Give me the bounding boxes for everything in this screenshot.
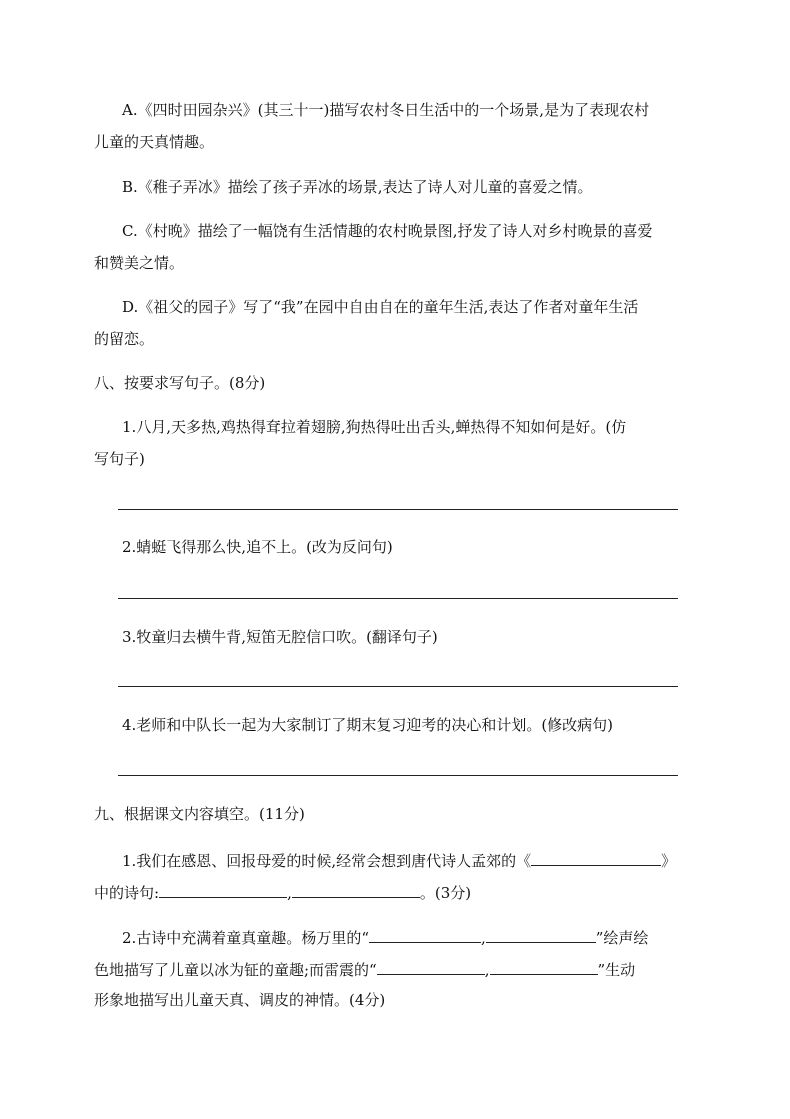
section-9-q2-line-1	[122, 926, 648, 946]
answer-line-q3[interactable]	[118, 686, 678, 687]
option-d-line-2: 的留恋。	[94, 330, 155, 348]
section-9-heading: 九、根据课文内容填空。(11分)	[94, 805, 305, 823]
section-9-q2-text-2: ”绘声绘	[595, 929, 649, 947]
answer-line-q4[interactable]	[118, 775, 678, 776]
section-9-q2-line-2	[94, 958, 635, 978]
poem-line-blank-1[interactable]	[159, 881, 287, 898]
option-c-line-1: C.《村晚》描绘了一幅饶有生活情趣的农村晚景图,抒发了诗人对乡村晚景的喜爱	[122, 222, 653, 240]
poem-title-blank[interactable]	[531, 849, 661, 866]
section-8-q1-line-2: 写句子)	[94, 450, 145, 468]
section-8-q3: 3.牧童归去横牛背,短笛无腔信口吹。(翻译句子)	[122, 628, 438, 646]
section-8-q4: 4.老师和中队长一起为大家制订了期末复习迎考的决心和计划。(修改病句)	[122, 716, 614, 734]
option-c-line-2: 和赞美之情。	[94, 254, 185, 272]
section-9-q1-points: 。(3分)	[419, 884, 472, 902]
section-9-q1-close-bracket: 》	[661, 852, 677, 870]
lei-zhen-blank-1[interactable]	[377, 958, 485, 975]
yang-wanli-blank-1[interactable]	[369, 926, 481, 943]
section-9-q1-text: 1.我们在感恩、回报母爱的时候,经常会想到唐代诗人孟郊的《	[122, 852, 532, 870]
section-9-q2-separator-2: ,	[484, 961, 490, 979]
yang-wanli-blank-2[interactable]	[486, 926, 596, 943]
section-9-q2-text-4: ”生动	[597, 961, 636, 979]
section-9-q2-separator-1: ,	[480, 929, 486, 947]
poem-line-blank-2[interactable]	[292, 881, 420, 898]
section-8-q2: 2.蜻蜓飞得那么快,追不上。(改为反问句)	[122, 538, 393, 556]
answer-line-q2[interactable]	[118, 598, 678, 599]
lei-zhen-blank-2[interactable]	[490, 958, 598, 975]
section-9-q2-text: 2.古诗中充满着童真童趣。杨万里的“	[122, 929, 369, 947]
section-9-q1-lead: 中的诗句:	[94, 884, 160, 902]
answer-line-q1[interactable]	[118, 509, 678, 510]
section-9-q1-separator: ,	[287, 884, 292, 902]
option-b-line-1: B.《稚子弄冰》描绘了孩子弄冰的场景,表达了诗人对儿童的喜爱之情。	[122, 178, 593, 196]
section-8-heading: 八、按要求写句子。(8分)	[94, 374, 266, 392]
section-8-q1-line-1: 1.八月,天多热,鸡热得耷拉着翅膀,狗热得吐出舌头,蝉热得不知如何是好。(仿	[122, 418, 627, 436]
section-9-q2-text-3: 色地描写了儿童以冰为钲的童趣;而雷震的“	[94, 961, 377, 979]
option-a-line-1: A.《四时田园杂兴》(其三十一)描写农村冬日生活中的一个场景,是为了表现农村	[122, 101, 650, 119]
section-9-q2-line-3: 形象地描写出儿童天真、调皮的神情。(4分)	[94, 991, 386, 1009]
section-9-q1-line-2	[94, 881, 471, 901]
option-d-line-1: D.《祖父的园子》写了“我”在园中自由自在的童年生活,表达了作者对童年生活	[122, 298, 639, 316]
section-9-q1-line-1	[122, 849, 676, 869]
option-a-line-2: 儿童的天真情趣。	[94, 133, 215, 151]
